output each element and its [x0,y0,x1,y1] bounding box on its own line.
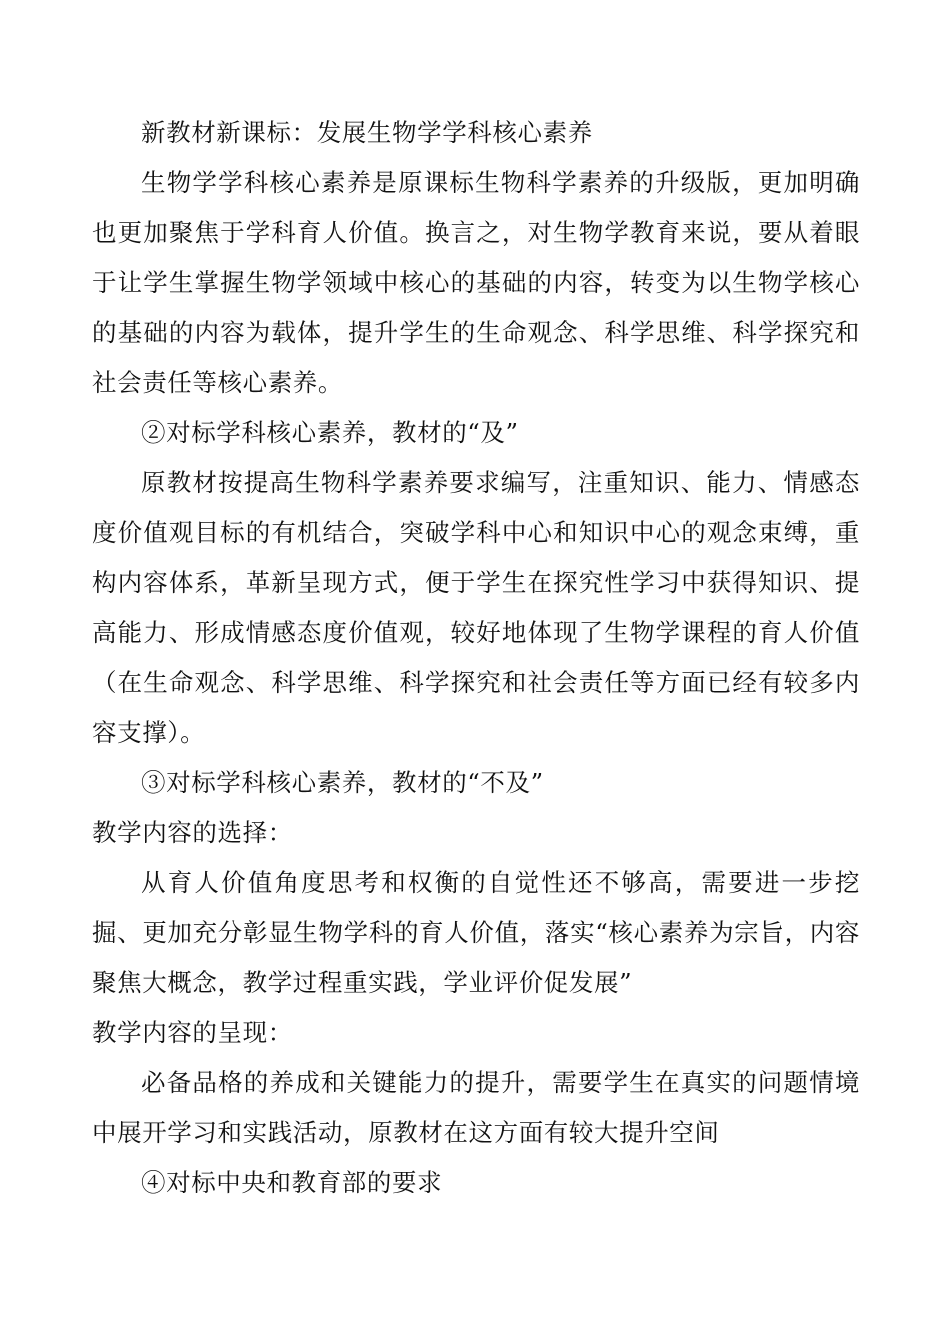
paragraph-core-literacy: 生物学学科核心素养是原课标生物科学素养的升级版，更加明确也更加聚焦于学科育人价值。换言之，对生物学教育来说，要从着眼于让学生掌握生物学领域中核心的基础的内容，转变为以生物学核心的基础的内容为载体，提升学生的生命观念、科学思维、科学探究和社会责任等核心素养。 [92,168,860,397]
paragraph-content-presentation: 必备品格的养成和关键能力的提升，需要学生在真实的问题情境中展开学习和实践活动，原教材在这方面有较大提升空间 [92,1068,860,1147]
section-heading: 新教材新课标：发展生物学学科核心素养 [141,118,593,147]
subheading-shortfall: ③对标学科核心素养，教材的“不及” [141,768,544,797]
label-content-selection: 教学内容的选择： [92,818,293,847]
paragraph-content-selection: 从育人价值角度思考和权衡的自觉性还不够高，需要进一步挖掘、更加充分彰显生物学科的育人价值，落实“核心素养为宗旨，内容聚焦大概念，教学过程重实践，学业评价促发展” [92,868,860,997]
subheading-ministry-requirements: ④对标中央和教育部的要求 [141,1168,443,1197]
paragraph-original-textbook: 原教材按提高生物科学素养要求编写，注重知识、能力、情感态度价值观目标的有机结合，突破学科中心和知识中心的观念束缚，重构内容体系，革新呈现方式，便于学生在探究性学习中获得知识、提高能力、形成情感态度价值观，较好地体现了生物学课程的育人价值（在生命观念、科学思维、科学探究和社会责任等方面已经有较多内容支撑）。 [92,468,860,747]
label-content-presentation: 教学内容的呈现： [92,1018,293,1047]
subheading-reach: ②对标学科核心素养，教材的“及” [141,418,519,447]
